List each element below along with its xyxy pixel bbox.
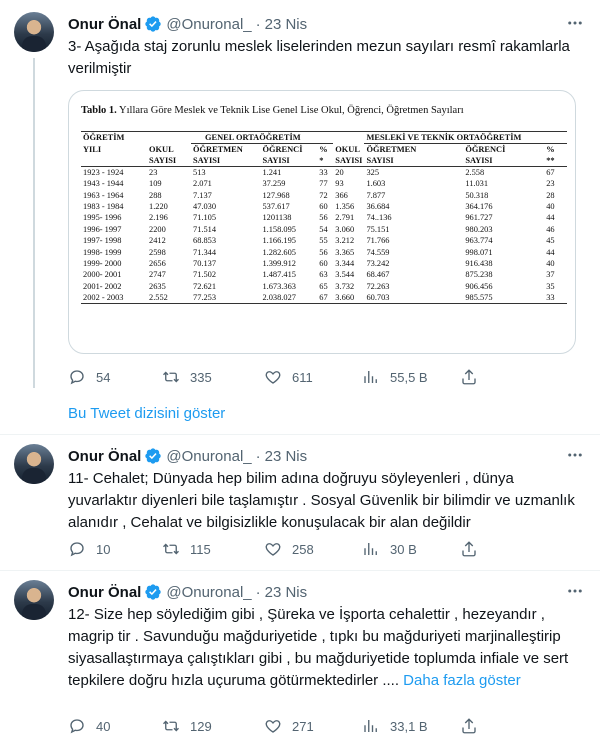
table-cell: SAYISI [335,156,363,165]
table-cell: 72 [319,190,328,200]
table-cell: 50.318 [465,190,489,200]
statistics-table [81,131,567,304]
divider [0,434,600,435]
table-cell: 916.438 [465,258,493,268]
table-cell: 998.071 [465,247,493,257]
views-icon [362,368,380,386]
tweet-3[interactable] [0,580,600,737]
table-cell: 2.791 [335,213,355,223]
reply-button[interactable] [68,368,162,386]
table-cell: ** [544,155,567,167]
table-row [81,144,567,156]
share-icon [460,717,478,735]
table-cell: 1923 - 1924 [83,168,124,177]
table-cell: 1.673.363 [262,281,296,291]
author-name[interactable]: Onur Önal [68,447,142,465]
tweet-1[interactable] [0,12,600,397]
tweet-actions [68,539,508,559]
table-cell: 71.105 [193,213,217,223]
retweet-icon [162,717,180,735]
table-cell: 127.968 [262,190,290,200]
table-cell: SAYISI [364,155,463,167]
like-icon [264,540,282,558]
table-cell: % [546,145,555,154]
table-cell: 366 [335,190,348,200]
document-scan [81,101,571,302]
table-cell: 3.732 [335,281,355,291]
table-cell: 2000- 2001 [83,270,122,280]
table-cell: ÖĞRENCİ [262,145,303,154]
table-cell: 1999- 2000 [83,258,122,268]
table-cell: ÖĞRETMEN [366,145,417,154]
table-cell: 37 [546,270,555,280]
table-cell: 33 [319,168,328,177]
table-cell: SAYISI [463,155,544,167]
author-handle[interactable]: @Onuronal_ [166,447,252,465]
tweet-date[interactable]: 23 Nis [264,447,308,465]
retweet-button[interactable] [162,368,264,386]
table-cell: 23 [149,168,158,177]
table-cell: 65 [319,281,328,291]
table-cell: 72.621 [193,281,217,291]
more-icon[interactable] [566,446,584,464]
table-row [81,258,567,269]
avatar[interactable] [14,580,54,620]
table-cell: 55 [319,236,328,246]
views-button[interactable] [362,540,460,558]
table-cell: 3.660 [333,292,364,304]
table-cell: 54 [319,224,328,234]
retweet-count: 335 [190,369,212,385]
table-cell: 1.487.415 [262,270,296,280]
table-cell: 44 [546,247,555,257]
table-row [81,246,567,257]
table-cell: 71.514 [193,224,217,234]
reply-count: 10 [96,541,111,557]
table-cell: 980.203 [465,224,493,234]
table-cell: 1.282.605 [262,247,296,257]
table-cell: 325 [366,168,380,177]
separator-dot: · [255,447,261,465]
table-cell: 60.703 [364,292,463,304]
table-cell: 963.774 [465,236,493,246]
table-cell: 1998- 1999 [83,247,122,257]
views-icon [362,540,380,558]
show-thread-link[interactable]: Bu Tweet dizisini göster [68,405,226,422]
table-cell: 35 [546,281,555,291]
table-cell: OKUL [335,144,360,154]
reply-button[interactable] [68,540,162,558]
views-icon [362,717,380,735]
view-count: 55,5 B [390,369,428,385]
avatar[interactable] [14,444,54,484]
table-cell: 1963 - 1964 [83,190,124,200]
table-cell: 3.344 [335,258,355,268]
table-cell: 73.242 [366,258,390,268]
table-cell: * [317,155,333,167]
tweet-date[interactable]: 23 Nis [264,15,308,33]
tweet-text-body: 12- Size hep söylediğim gibi , Şüreka ve İşporta cehalettir , hezeyandır , magrip tir . Savunduğu mağduriyetide , tıpkı bu mağduriyeti marjinalleştirip siyasallaştırmaya çalıştıkları gibi , bu mağduriyetide toplumda infiale ve sert tepkilere doğru hızla uçuruma götürmektedirler .... [68,606,569,689]
table-cell: 985.575 [463,292,544,304]
table-cell: 40 [546,258,555,268]
table-cell: 3.060 [335,224,355,234]
table-cell: 2635 [149,281,166,291]
table-cell: 93 [335,179,344,189]
table-cell: 40 [546,201,555,211]
retweet-count: 129 [190,718,212,734]
table-cell: 1.166.195 [262,236,296,246]
divider [0,570,600,571]
table-cell: 2.071 [193,179,212,189]
table-cell: 67 [546,168,555,177]
table-cell: 63 [319,270,328,280]
table-cell: 1.220 [149,201,168,211]
table-cell: 1997- 1998 [83,236,122,246]
like-count: 258 [292,541,314,557]
document-title-bold: Tablo 1. [81,105,117,116]
tweet-text [68,604,578,692]
table-cell: SAYISI [260,155,317,167]
share-button[interactable] [460,368,488,386]
table-cell: 2.558 [465,168,485,177]
reply-count: 40 [96,718,111,734]
more-icon[interactable] [566,14,584,32]
views-button[interactable] [362,368,460,386]
table-group-header: GENEL ORTAÖĞRETİM [191,132,333,144]
table-cell: 68.853 [193,236,217,246]
views-button[interactable] [362,717,460,735]
more-icon[interactable] [566,582,584,600]
table-cell: 1943 - 1944 [83,179,124,189]
table-cell: 3.212 [335,236,355,246]
table-cell: 71.344 [193,247,217,257]
table-group-header: ÖĞRETİM [81,132,147,144]
tweet-image[interactable] [68,90,576,354]
tweet-text: 11- Cehalet; Dünyada hep bilim adına doğruyu söyleyenleri , dünya yuvarlaktır diyenleri bile taşlamıştır . Sosyal Güvenlik bir bilimdir ve uzmanlık alanıdır , Cehalat ve bilgisizlikle konuşulacak bir alan değildir [68,470,575,531]
table-row [81,292,567,304]
avatar[interactable] [14,12,54,52]
table-row [81,155,567,167]
view-count: 30 B [390,541,417,557]
table-cell: 875.238 [465,270,493,280]
table-cell: 56 [319,247,328,257]
table-cell: SAYISI [191,155,260,167]
table-cell: 2001- 2002 [83,281,122,291]
table-cell: 2412 [149,236,166,246]
table-cell [81,155,147,167]
table-cell: 68.467 [366,270,390,280]
table-cell: 71.766 [366,236,390,246]
table-cell: 60 [319,201,328,211]
tweet-actions [68,367,508,387]
table-cell: 3.544 [335,270,355,280]
table-cell: 2598 [149,247,166,257]
table-cell: 60 [319,258,328,268]
reply-count: 54 [96,369,111,385]
author-name[interactable]: Onur Önal [68,15,142,33]
tweet-header [68,14,307,34]
retweet-button[interactable] [162,717,264,735]
verified-badge-icon [144,447,162,465]
table-cell: 2.196 [149,213,168,223]
retweet-icon [162,540,180,558]
table-cell: 3.365 [335,247,355,257]
table-cell: 1995- 1996 [83,213,122,223]
table-cell: SAYISI [147,155,191,167]
reply-icon [68,368,86,386]
table-cell: 7.137 [193,190,212,200]
reply-icon [68,717,86,735]
table-cell: 364.176 [465,201,493,211]
table-cell: 36.684 [366,201,390,211]
like-button[interactable] [264,540,362,558]
like-icon [264,368,282,386]
table-cell: 47.030 [193,201,217,211]
verified-badge-icon [144,15,162,33]
table-row [81,178,567,189]
table-cell: % [319,145,328,154]
table-cell: 23 [546,179,555,189]
reply-button[interactable] [68,717,162,735]
table-cell: ÖĞRETMEN [193,145,243,154]
retweet-button[interactable] [162,540,264,558]
show-more-link[interactable]: Daha fazla göster [403,672,521,689]
table-cell: 37.259 [262,179,286,189]
table-row [81,167,567,179]
table-spacer [147,132,191,144]
table-cell: 28 [546,190,555,200]
share-button[interactable] [460,717,488,735]
tweet-header [68,446,307,466]
table-cell: 46 [546,224,555,234]
table-row [81,201,567,212]
table-row [81,224,567,235]
table-cell: YILI [83,144,102,154]
table-cell: 67 [317,292,333,304]
tweet-header [68,582,307,602]
table-cell: 288 [149,190,162,200]
like-count: 271 [292,718,314,734]
tweet-text: 3- Aşağıda staj zorunlu meslek liselerinden mezun sayıları resmî rakamlarla verilmiştir [68,38,570,77]
table-cell: 1.158.095 [262,224,296,234]
table-cell: 1983 - 1984 [83,201,124,211]
table-cell: ÖĞRENCİ [465,145,506,154]
tweet-date[interactable]: 23 Nis [264,583,308,601]
table-cell: 72.263 [366,281,390,291]
table-cell: 1996- 1997 [83,224,122,234]
author-handle[interactable]: @Onuronal_ [166,583,252,601]
share-icon [460,540,478,558]
table-row [81,235,567,246]
view-count: 33,1 B [390,718,428,734]
like-button[interactable] [264,717,362,735]
retweet-icon [162,368,180,386]
document-title-rest: Yıllara Göre Meslek ve Teknik Lise Genel Lise Okul, Öğrenci, Öğretmen Sayıları [116,105,464,116]
table-spacer [333,132,364,144]
document-title [81,105,571,116]
table-cell: 1201138 [262,213,292,223]
table-cell: 74..136 [366,213,392,223]
table-cell: 513 [193,168,206,177]
share-icon [460,368,478,386]
like-button[interactable] [264,368,362,386]
tweet-actions [68,716,508,736]
table-cell: 11.031 [465,179,489,189]
table-cell: 44 [546,213,555,223]
share-button[interactable] [460,540,488,558]
separator-dot: · [255,15,261,33]
table-cell: 20 [335,168,344,177]
table-cell: 1.356 [335,201,355,211]
table-cell: 70.137 [193,258,217,268]
table-cell: 961.727 [465,213,493,223]
separator-dot: · [255,583,261,601]
table-cell: OKUL [149,144,174,154]
table-cell: 75.151 [366,224,390,234]
thread-line [33,58,35,388]
author-name[interactable]: Onur Önal [68,583,142,601]
reply-icon [68,540,86,558]
table-cell: 2747 [149,270,166,280]
table-row [81,281,567,292]
table-row [81,212,567,223]
table-row [81,189,567,200]
table-cell: 33 [544,292,567,304]
table-row [81,269,567,280]
table-cell: 906.456 [465,281,493,291]
like-icon [264,717,282,735]
retweet-count: 115 [190,541,211,557]
table-cell: 77.253 [191,292,260,304]
table-cell: 2656 [149,258,166,268]
like-count: 611 [292,369,313,385]
table-cell: 1.241 [262,168,282,177]
table-cell: 45 [546,236,555,246]
table-cell: 537.617 [262,201,290,211]
table-cell: 74.559 [366,247,390,257]
table-cell: 56 [319,213,328,223]
author-handle[interactable]: @Onuronal_ [166,15,252,33]
table-cell: 1.399.912 [262,258,296,268]
table-cell: 71.502 [193,270,217,280]
table-cell: 1.603 [366,179,386,189]
tweet-2[interactable] [0,444,600,570]
table-cell: 2.038.027 [260,292,317,304]
table-cell: 2200 [149,224,166,234]
table-group-header: MESLEKİ VE TEKNİK ORTAÖĞRETİM [364,132,567,144]
verified-badge-icon [144,583,162,601]
table-cell: 2002 - 2003 [81,292,147,304]
table-cell: 77 [319,179,328,189]
table-cell: 109 [149,179,162,189]
table-cell: 2.552 [147,292,191,304]
table-cell: 7.877 [366,190,386,200]
